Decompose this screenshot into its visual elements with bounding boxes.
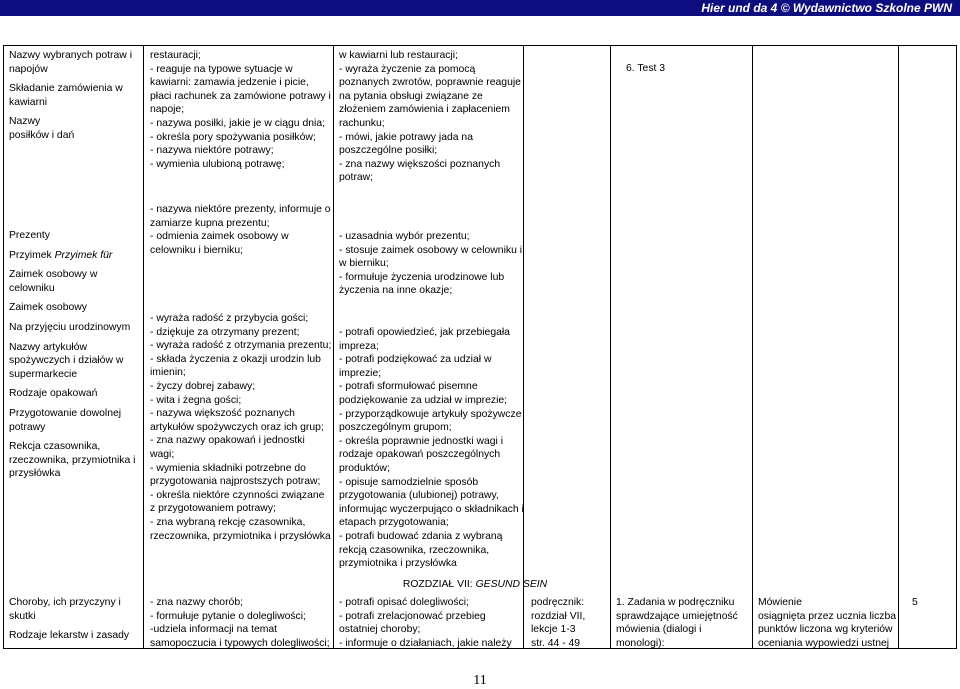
- column-divider-6: [898, 45, 899, 649]
- block2-extended-requirements-b: - potrafi opowiedzieć, jak przebiegała impreza; - potrafi podziękować za udział w imprezie; - potrafi sformułować pisemne podziękowanie za udział w imprezie; - przyporządkowuje artykuły spożywcze poszczególnym grupom; - określa poprawnie jednostki wagi i rodzaje opakowań poszczególnych produktów; - opisuje samodzielnie sposób przygotowania (ulubionej) potrawy, informując wyczerpująco o składnikach i etapach przygotowania; - potrafi budować zdania z wybraną rekcją czasownika, rzeczownika, przymiotnika i przysłówka: [339, 327, 524, 570]
- block1-topics: Nazwy wybranych potraw i napojów Składanie zamówienia w kawiarni Nazwy posiłków i dań: [9, 50, 132, 141]
- column-divider-1: [143, 45, 144, 649]
- column-divider-4: [610, 45, 611, 649]
- block2-extended-requirements-a: - uzasadnia wybór prezentu; - stosuje zaimek osobowy w celowniku i w bierniku; - formułuje życzenia urodzinowe lub życzenia na inne okazje;: [339, 231, 523, 297]
- column-divider-2: [333, 45, 334, 649]
- table-border-top: [3, 45, 957, 46]
- table-border-left: [3, 45, 4, 649]
- page-number: 11: [473, 673, 487, 688]
- header-title: Hier und da 4 © Wydawnictwo Szkolne PWN: [701, 1, 952, 15]
- column-divider-5: [752, 45, 753, 649]
- block2-basic-requirements-a: - nazywa niektóre prezenty, informuje o zamiarze kupna prezentu; - odmienia zaimek osobowy w celowniku i bierniku;: [150, 204, 331, 256]
- block1-assessment: 6. Test 3: [626, 63, 666, 74]
- block3-points: 5: [912, 597, 918, 608]
- chapter-heading: ROZDZIAŁ VII: GESUND SEIN: [402, 579, 548, 590]
- block3-extended-requirements: - potrafi opisać dolegliwości; - potrafi zrelacjonować przebieg ostatniej choroby; - informuje o działaniach, jakie należy: [339, 597, 512, 649]
- table-border-right: [956, 45, 957, 649]
- block2-topics: Prezenty Przyimek Przyimek für Zaimek osobowy w celowniku Zaimek osobowy Na przyjęciu urodzinowym Nazwy artykułów spożywczych i działów w supermarkecie Rodzaje opakowań Przygotowanie dowolnej potrawy Rekcja czasownika, rzeczownika, przymiotnika i przysłówka: [9, 230, 136, 480]
- block3-topics: Choroby, ich przyczyny i skutki Rodzaje lekarstw i zasady: [9, 597, 130, 642]
- block1-basic-requirements: restauracji; - reaguje na typowe sytuacje w kawiarni: zamawia jedzenie i picie, płaci rachunek za zamówione potrawy i napoje; - nazywa posiłki, jakie je w ciągu dnia; - określa pory spożywania posiłków; - nazywa niektóre potrawy; - wymienia ulubioną potrawę;: [150, 50, 331, 170]
- block2-basic-requirements-b: - wyraża radość z przybycia gości; - dziękuje za otrzymany prezent; - wyraża radość z otrzymania prezentu; - składa życzenia z okazji urodzin lub imienin; - życzy dobrej zabawy; - wita i żegna gości; - nazywa większość poznanych artykułów spożywczych oraz ich grup; - zna nazwy opakowań i jednostki wagi; - wymienia składniki potrzebne do przygotowania najprostszych potraw; - określa niektóre czynności związane z przygotowaniem potrawy; - zna wybraną rekcję czasownika, rzeczownika, przymiotnika i przysłówka: [150, 313, 332, 542]
- block1-extended-requirements: w kawiarni lub restauracji; - wyraża życzenie za pomocą poznanych zwrotów, poprawnie reaguje na pytania obsługi związane ze złożeniem zamówienia i zapłaceniem rachunku; - mówi, jakie potrawy jada na poszczególne posiłki; - zna nazwy większości poznanych potraw;: [339, 50, 521, 184]
- preposition-topic: Przyimek Przyimek für: [9, 249, 113, 261]
- chapter-title: GESUND SEIN: [475, 579, 548, 590]
- block3-materials: podręcznik: rozdział VII, lekcje 1-3 str. 44 - 49: [531, 597, 586, 649]
- block3-assessment-tasks: 1. Zadania w podręczniku sprawdzające umiejętność mówienia (dialogi i monologi):: [616, 597, 738, 649]
- page-header: [0, 0, 960, 16]
- block3-basic-requirements: - zna nazwy chorób; - formułuje pytanie o dolegliwości; -udziela informacji na temat samopoczucia i typowych dolegliwości;: [150, 597, 330, 649]
- block3-assessment-criteria: Mówienie osiągnięta przez ucznia liczba punktów liczona wg kryteriów oceniania wypowiedzi ustnej: [758, 597, 897, 649]
